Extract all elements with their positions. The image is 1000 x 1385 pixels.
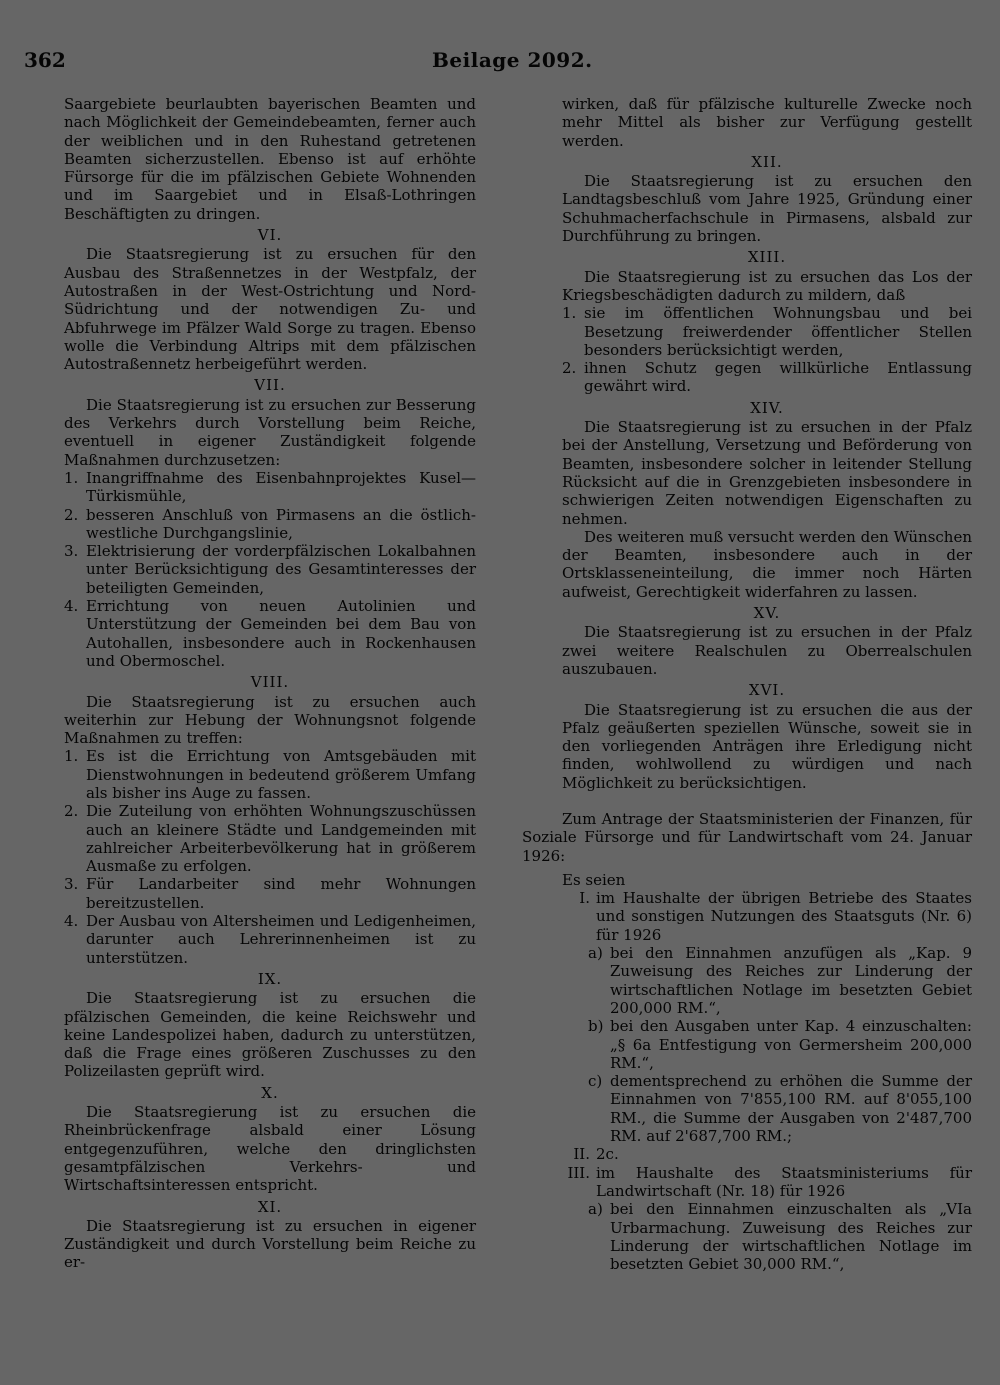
antrag-sub-item	[588, 1200, 972, 1273]
list-item	[64, 802, 476, 875]
antrag-sub-item	[588, 944, 972, 1017]
antrag-item-text: 2c.	[596, 1145, 619, 1164]
list-item	[562, 359, 972, 396]
list-number: 1.	[64, 747, 79, 766]
roman-number: I.	[579, 889, 590, 908]
antrag-item-i	[562, 889, 972, 944]
list-number: 2.	[562, 359, 577, 378]
page-number: 362	[24, 48, 66, 72]
section-heading-xvi: XVI.	[748, 681, 786, 700]
section-heading-vii: VII.	[254, 376, 286, 395]
sub-item-letter: a)	[588, 1200, 603, 1219]
section-heading-viii: VIII.	[250, 673, 290, 692]
section-list-vii	[64, 469, 476, 670]
list-text: Der Ausbau von Altersheimen und Ledigenheimen, darunter auch Lehrerinnenheimen ist zu unterstützen.	[86, 912, 476, 967]
sub-item-text: bei den Einnahmen einzuschalten als „VIa Urbarmachung. Zuweisung des Reiches zur Linderung der wirtschaftlichen Notlage im besetzten Gebiet 30,000 RM.“,	[610, 1200, 972, 1274]
list-number: 4.	[64, 912, 79, 931]
continued-paragraph: wirken, daß für pfälzische kulturelle Zwecke noch mehr Mittel als bisher zur Verfügung gestellt werden.	[562, 95, 972, 150]
list-number: 2.	[64, 802, 79, 821]
sub-item-letter: c)	[588, 1072, 603, 1091]
list-number: 4.	[64, 597, 79, 616]
sub-item-letter: b)	[588, 1017, 604, 1036]
section-heading-xi: XI.	[257, 1197, 283, 1216]
list-item	[562, 304, 972, 359]
list-text: sie im öffentlichen Wohnungsbau und bei Besetzung freiwerdender öffentlicher Stellen besonders berücksichtigt werden,	[584, 304, 972, 359]
antrag-item-text: im Haushalte der übrigen Betriebe des Staates und sonstigen Nutzungen des Staatsguts (Nr. 6) für 1926	[596, 889, 972, 944]
list-text: Für Landarbeiter sind mehr Wohnungen bereitzustellen.	[86, 875, 476, 912]
antrag-es-seien: Es seien	[562, 870, 626, 889]
list-item	[64, 469, 476, 506]
page-title: Beilage 2092.	[432, 48, 593, 72]
spacer	[562, 792, 972, 810]
list-text: Die Zuteilung von erhöhten Wohnungszuschüssen auch an kleinere Städte und Landgemeinden mit zahlreicher Arbeiterbevölkerung hat in größerem Ausmaße zu erfolgen.	[86, 802, 476, 876]
list-item	[64, 747, 476, 802]
section-heading-x: X.	[261, 1083, 279, 1102]
antrag-item-iii	[562, 1164, 972, 1201]
list-number: 3.	[64, 542, 79, 561]
section-heading-xii: XII.	[751, 152, 783, 171]
section-text-xi: Die Staatsregierung ist zu ersuchen in eigener Zuständigkeit und durch Vorstellung beim Reiche zu er-	[64, 1216, 476, 1272]
list-item	[64, 597, 476, 670]
section-list-viii	[64, 747, 476, 967]
list-text: Errichtung von neuen Autolinien und Unterstützung der Gemeinden bei dem Bau von Autohallen, insbesondere auch in Rockenhausen und Obermoschel.	[86, 597, 476, 670]
list-item	[64, 542, 476, 597]
antrag-item-text: im Haushalte des Staatsministeriums für Landwirtschaft (Nr. 18) für 1926	[596, 1163, 972, 1200]
sub-item-text: bei den Einnahmen anzufügen als „Kap. 9 Zuweisung des Reiches zur Linderung der wirtschaftlichen Notlage im besetzten Gebiet 200,000 RM.“,	[610, 944, 972, 1017]
sub-item-text: bei den Ausgaben unter Kap. 4 einzuschalten: „§ 6a Entfestigung von Germersheim 200,000 RM.“,	[610, 1017, 972, 1072]
section-heading-xiv: XIV.	[750, 398, 784, 417]
sub-item-letter: a)	[588, 944, 603, 963]
list-number: 3.	[64, 875, 79, 894]
list-text: Inangriffnahme des Eisenbahnprojektes Kusel—Türkismühle,	[86, 468, 476, 506]
list-item	[64, 506, 476, 543]
list-item	[64, 912, 476, 967]
section-text-xiv: Die Staatsregierung ist zu ersuchen in der Pfalz bei der Anstellung, Versetzung und Beförderung von Beamten, insbesondere solcher in leitender Stellung Rücksicht auf die in Grenzgebieten insbesondere in schwierigen Zeiten notwendigen Eigenschaften zu nehmen.	[562, 418, 972, 528]
section-text-xvi: Die Staatsregierung ist zu ersuchen die aus der Pfalz geäußerten speziellen Wünsche, soweit sie in den vorliegenden Anträgen ihre Erledigung nicht finden, wohlwollend zu würdigen und nach Möglichkeit zu berücksichtigen.	[562, 700, 972, 792]
section-heading-xiii: XIII.	[747, 248, 787, 267]
section-text-xiv-second: Des weiteren muß versucht werden den Wünschen der Beamten, insbesondere auch in der Ortsklasseneinteilung, die immer noch Härten aufweist, Gerechtigkeit widerfahren zu lassen.	[562, 527, 972, 601]
list-text: ihnen Schutz gegen willkürliche Entlassung gewährt wird.	[584, 359, 972, 396]
list-item	[64, 875, 476, 912]
page-header	[0, 48, 1000, 78]
list-text: besseren Anschluß von Pirmasens an die östlich-westliche Durchgangslinie,	[86, 505, 476, 542]
list-number: 1.	[64, 468, 79, 487]
list-number: 1.	[562, 304, 577, 323]
right-column	[522, 95, 972, 1274]
antrag-sub-item	[588, 1072, 972, 1145]
section-text-xv: Die Staatsregierung ist zu ersuchen in der Pfalz zwei weitere Realschulen zu Oberrealschulen auszubauen.	[562, 623, 972, 678]
list-text: Elektrisierung der vorderpfälzischen Lokalbahnen unter Berücksichtigung des Gesamtinteresses der beteiligten Gemeinden,	[86, 542, 476, 597]
section-list-xiii	[562, 304, 972, 395]
roman-number: II.	[573, 1145, 590, 1164]
section-text-vii: Die Staatsregierung ist zu ersuchen zur Besserung des Verkehrs durch Vorstellung beim Reiche, eventuell in eigener Zuständigkeit folgende Maßnahmen durchzusetzen:	[64, 395, 476, 469]
section-heading-vi: VI.	[257, 226, 283, 245]
antrag-intro: Zum Antrage der Staatsministerien der Finanzen, für Soziale Fürsorge und für Landwirtschaft vom 24. Januar 1926:	[522, 809, 972, 865]
section-text-vi: Die Staatsregierung ist zu ersuchen für den Ausbau des Straßennetzes in der Westpfalz, der Autostraßen in der West-Ostrichtung und Nord-Südrichtung und der notwendigen Zu- und Abfuhrwege im Pfälzer Wald Sorge zu tragen. Ebenso wolle die Verbindung Altrips mit dem pfälzischen Autostraßennetz herbeigeführt werden.	[64, 245, 476, 374]
section-text-xiii: Die Staatsregierung ist zu ersuchen das Los der Kriegsbeschädigten dadurch zu mildern, daß	[562, 267, 972, 304]
section-text-x: Die Staatsregierung ist zu ersuchen die Rheinbrückenfrage alsbald einer Lösung entgegenzuführen, welche den dringlichsten gesamtpfälzischen Verkehrs- und Wirtschaftsinteressen entspricht.	[64, 1103, 476, 1195]
list-number: 2.	[64, 505, 79, 524]
section-text-viii: Die Staatsregierung ist zu ersuchen auch weiterhin zur Hebung der Wohnungsnot folgende Maßnahmen zu treffen:	[64, 692, 476, 748]
intro-paragraph: Saargebiete beurlaubten bayerischen Beamten und nach Möglichkeit der Gemeindebeamten, ferner auch der weiblichen und in den Ruhestand getretenen Beamten sicherzustellen. Ebenso ist auf erhöhte Fürsorge für die im pfälzischen Gebiete Wohnenden und im Saargebiet und in Elsaß-Lothringen Beschäftigten zu dringen.	[64, 95, 476, 223]
roman-number: III.	[567, 1163, 590, 1182]
section-text-xii: Die Staatsregierung ist zu ersuchen den Landtagsbeschluß vom Jahre 1925, Gründung einer Schuhmacherfachschule in Pirmasens, alsbald zur Durchführung zu bringen.	[562, 172, 972, 246]
list-text: Es ist die Errichtung von Amtsgebäuden mit Dienstwohnungen in bedeutend größerem Umfang als bisher ins Auge zu fassen.	[86, 747, 476, 802]
antrag-sub-item	[588, 1017, 972, 1072]
sub-item-text: dementsprechend zu erhöhen die Summe der Einnahmen von 7'855,100 RM. auf 8'055,100 RM., die Summe der Ausgaben von 2'487,700 RM. auf 2'687,700 RM.;	[610, 1072, 972, 1146]
section-text-ix: Die Staatsregierung ist zu ersuchen die pfälzischen Gemeinden, die keine Reichswehr und keine Landespolizei haben, dadurch zu unterstützen, daß die Frage eines größeren Zuschusses zu den Polizeilasten geprüft wird.	[64, 989, 476, 1081]
section-heading-xv: XV.	[753, 604, 781, 623]
antrag-item-ii	[562, 1145, 972, 1163]
left-column	[64, 95, 476, 1272]
section-heading-ix: IX.	[257, 969, 283, 988]
